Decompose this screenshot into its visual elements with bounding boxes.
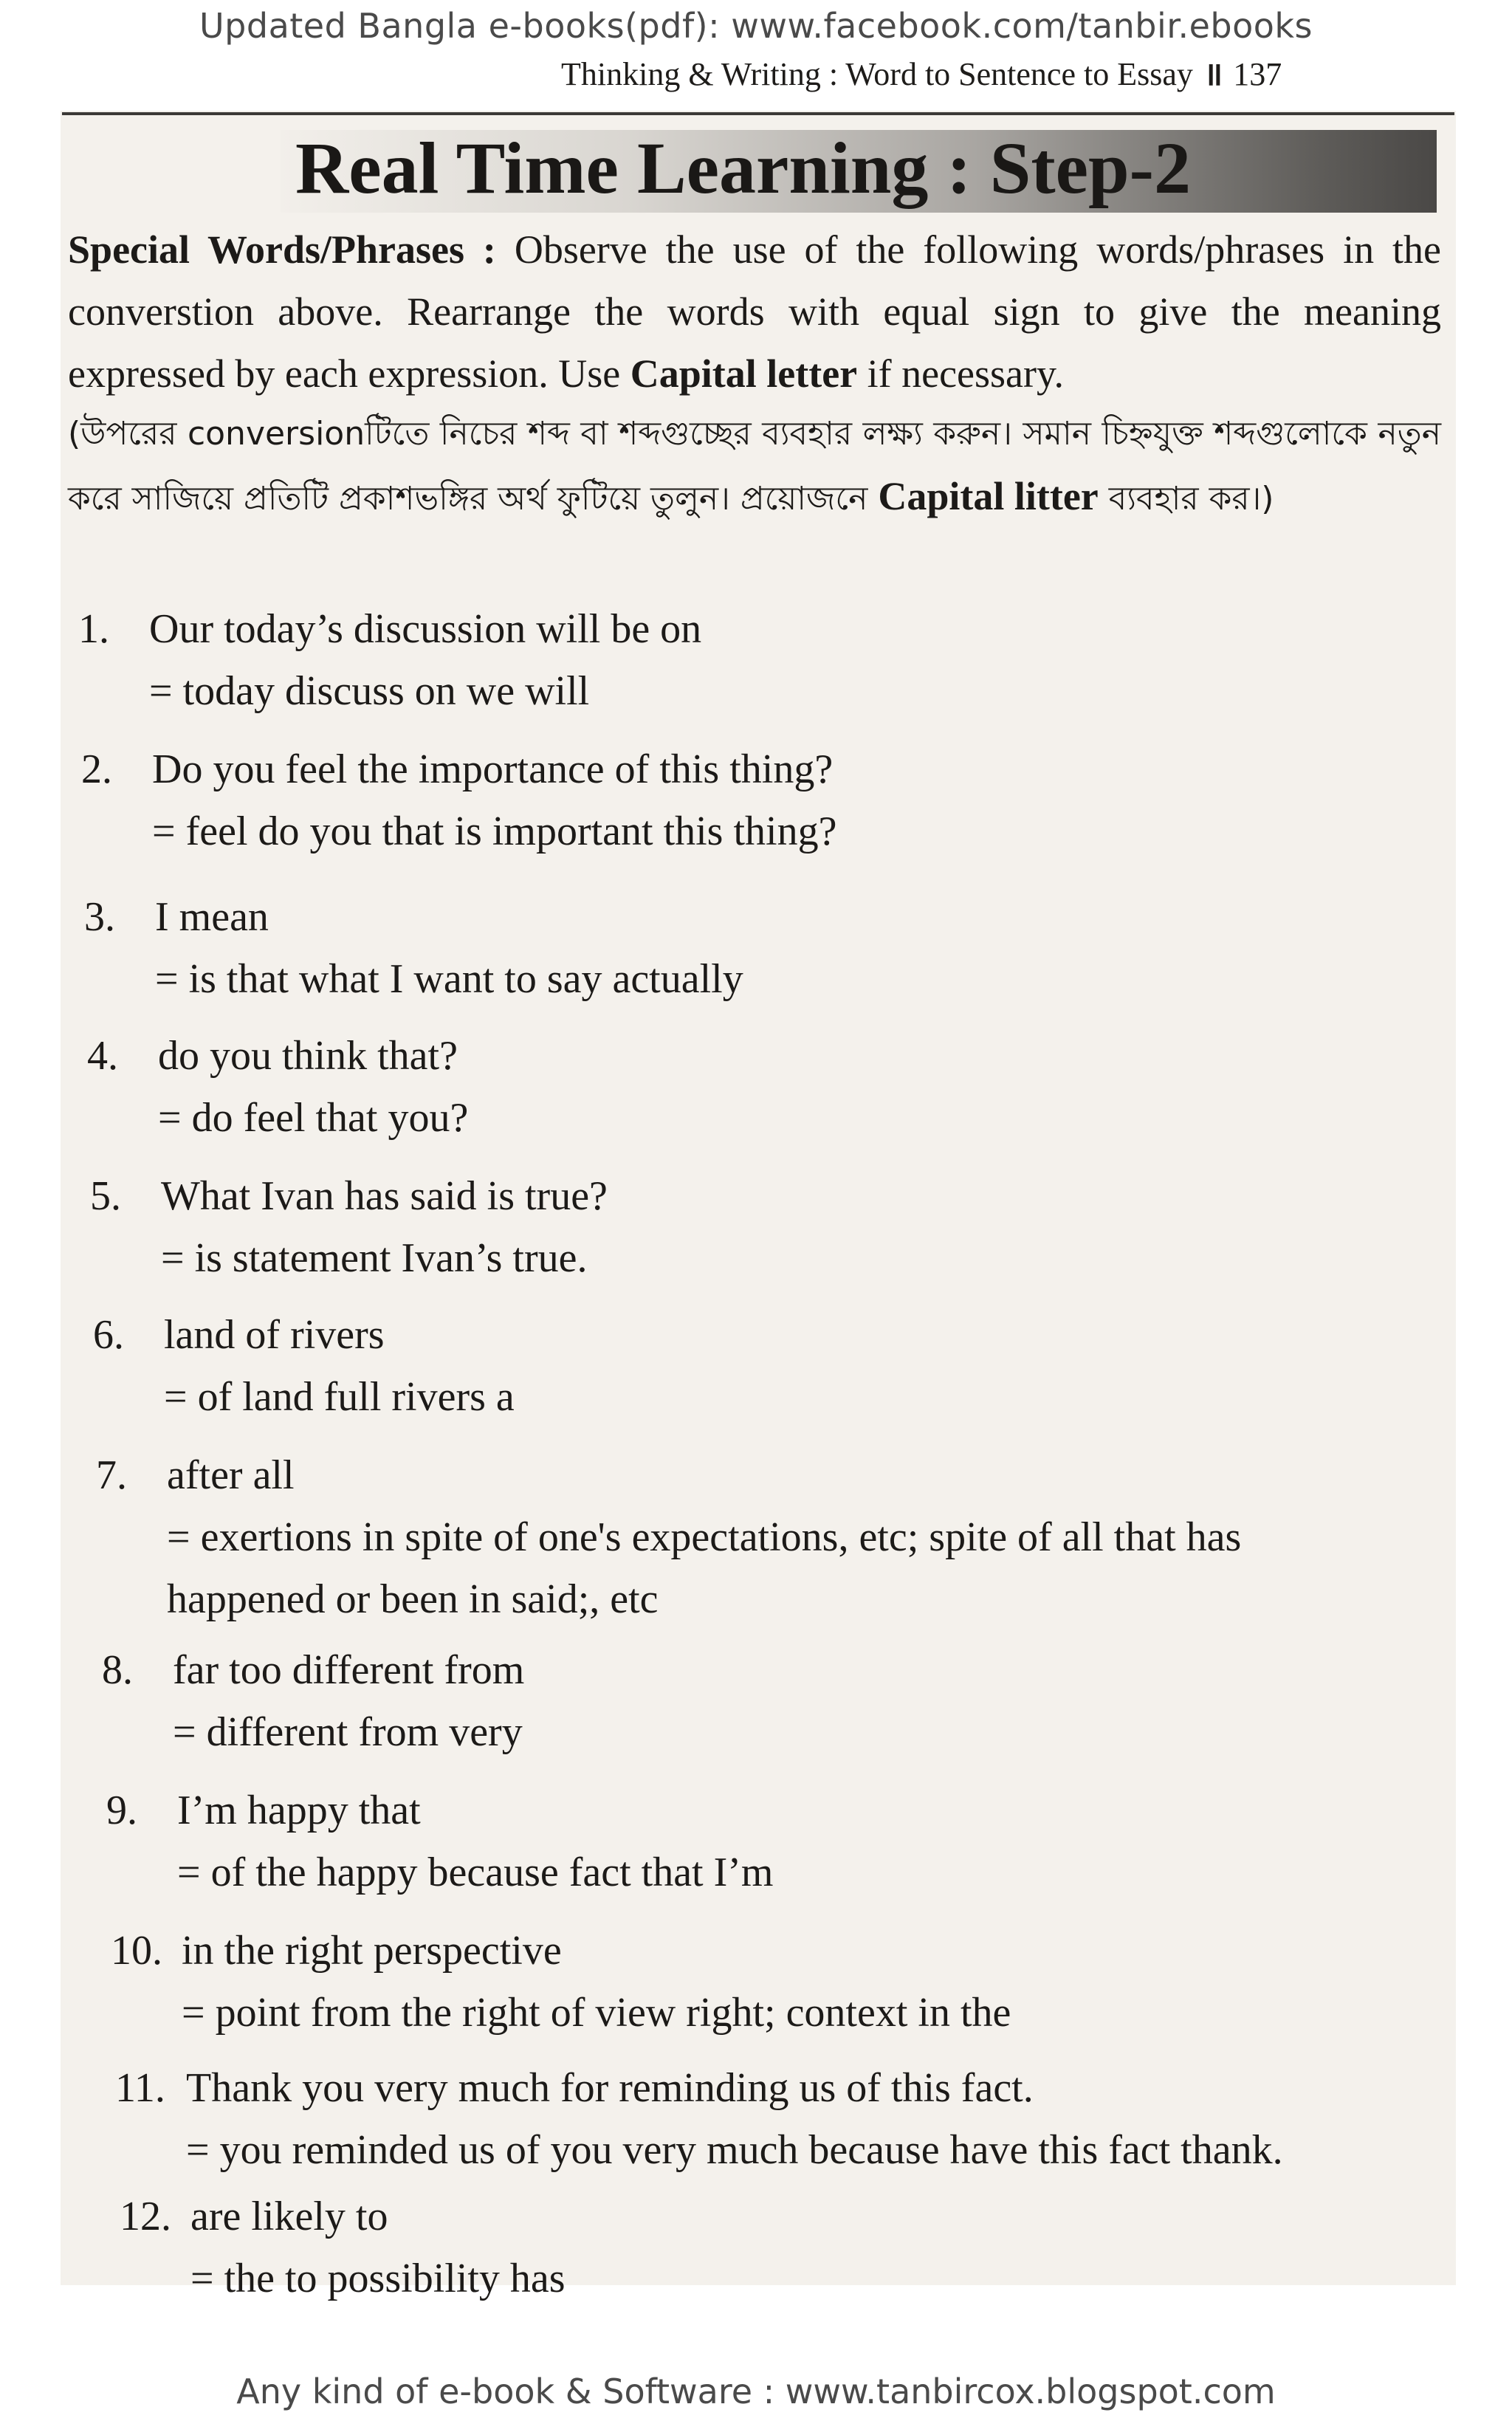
item-answer: = you reminded us of you very much because have this fact thank. xyxy=(186,2127,1283,2173)
intro-text-after: if necessary. xyxy=(857,351,1065,396)
item-number: 7. xyxy=(96,1452,127,1498)
item-number: 4. xyxy=(87,1033,118,1079)
list-item-6 xyxy=(93,1304,515,1428)
list-item-7 xyxy=(96,1444,1241,1630)
item-phrase: I mean xyxy=(155,894,269,940)
bangla-tail: ব্যবহার কর।) xyxy=(1098,480,1274,518)
item-number: 8. xyxy=(102,1647,133,1693)
item-answer: = feel do you that is important this thing? xyxy=(152,808,837,854)
item-phrase: in the right perspective xyxy=(182,1928,562,1974)
bottom-watermark: Any kind of e-book & Software : www.tanbircox.blogspot.com xyxy=(236,2372,1276,2411)
item-phrase: Do you feel the importance of this thing? xyxy=(152,746,834,792)
item-answer: = point from the right of view right; context in the xyxy=(182,1990,1011,2036)
list-item-10 xyxy=(111,1920,1011,2044)
header-rule xyxy=(62,112,1454,115)
item-number: 11. xyxy=(115,2065,165,2111)
list-item-1 xyxy=(78,598,701,722)
item-answer: = do feel that you? xyxy=(158,1095,469,1141)
item-answer: = of land full rivers a xyxy=(164,1374,515,1420)
page-number: 137 xyxy=(1233,56,1282,92)
list-item-2 xyxy=(81,738,836,862)
intro-label: Special Words/Phrases : xyxy=(68,227,496,272)
item-answer: = different from very xyxy=(173,1709,523,1755)
item-phrase: after all xyxy=(167,1452,295,1498)
section-title: Real Time Learning : Step-2 xyxy=(295,127,1191,209)
item-answer-continued: happened or been in said;, etc xyxy=(167,1576,659,1622)
item-number: 10. xyxy=(111,1928,162,1974)
running-header xyxy=(561,50,1440,92)
item-phrase: land of rivers xyxy=(164,1312,385,1358)
header-separator: ॥ xyxy=(1203,56,1223,92)
list-item-3 xyxy=(84,886,743,1010)
item-number: 9. xyxy=(106,1788,137,1833)
item-answer: = is statement Ivan’s true. xyxy=(161,1235,588,1281)
item-phrase: do you think that? xyxy=(158,1033,458,1079)
intro-paragraph xyxy=(68,219,1441,405)
bangla-text: (উপরের conversionটিতে নিচের শব্দ বা শব্দগুচ্ছের ব্যবহার লক্ষ্য করুন। সমান চিহ্নযুক্ত শব্দগুলোকে নতুন করে সাজিয়ে প্রতিটি প্রকাশভঙ্গির অর্থ ফুটিয়ে তুলুন। প্রয়োজনে xyxy=(68,415,1441,518)
list-item-9 xyxy=(106,1779,773,1903)
item-number: 1. xyxy=(78,606,109,652)
item-answer: = the to possibility has xyxy=(190,2256,566,2301)
item-phrase: far too different from xyxy=(173,1647,525,1693)
list-item-8 xyxy=(102,1639,524,1763)
list-item-12 xyxy=(120,2185,566,2310)
item-phrase: are likely to xyxy=(190,2194,388,2239)
bangla-bold: Capital litter xyxy=(878,474,1099,518)
item-number: 2. xyxy=(81,746,112,792)
running-title: Thinking & Writing : Word to Sentence to Essay xyxy=(561,56,1193,92)
intro-bold: Capital letter xyxy=(630,351,858,396)
bangla-note xyxy=(68,403,1441,530)
list-item-5 xyxy=(90,1165,608,1289)
list-item-11 xyxy=(115,2057,1283,2181)
item-answer: = exertions in spite of one's expectations, etc; spite of all that has xyxy=(167,1514,1242,1560)
item-number: 3. xyxy=(84,894,115,940)
item-answer: = today discuss on we will xyxy=(149,668,590,714)
item-phrase: Thank you very much for reminding us of this fact. xyxy=(186,2065,1034,2111)
intro-text-before: Observe the use of the following words/phrases in the converstion above. Rearrange the words with equal sign to give the meaning expressed by each expression. Use xyxy=(68,227,1441,396)
top-watermark: Updated Bangla e-books(pdf): www.facebook.com/tanbir.ebooks xyxy=(199,6,1313,46)
item-answer: = is that what I want to say actually xyxy=(155,956,743,1002)
item-phrase: Our today’s discussion will be on xyxy=(149,606,702,652)
list-item-4 xyxy=(87,1025,468,1149)
item-number: 5. xyxy=(90,1173,121,1219)
item-number: 6. xyxy=(93,1312,124,1358)
item-answer: = of the happy because fact that I’m xyxy=(177,1850,774,1895)
item-number: 12. xyxy=(120,2194,171,2239)
item-phrase: What Ivan has said is true? xyxy=(161,1173,608,1219)
item-phrase: I’m happy that xyxy=(177,1788,421,1833)
